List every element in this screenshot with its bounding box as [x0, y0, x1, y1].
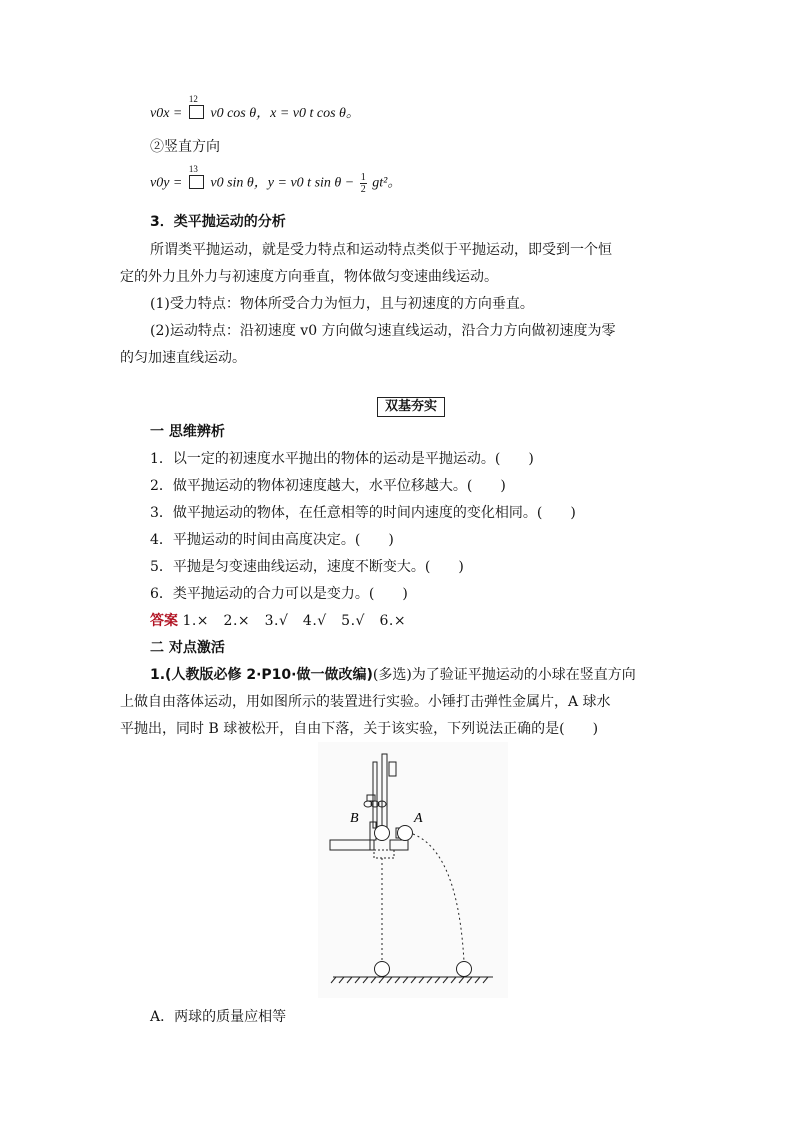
fill-blank-box: [188, 163, 204, 189]
formula-lhs: v0x =: [150, 106, 183, 121]
formula-tail: gt²。: [372, 175, 402, 191]
option-a: A．两球的质量应相等: [150, 1009, 287, 1025]
fill-blank-box: [188, 94, 204, 119]
question-1-line3: 平抛出，同时 B 球被松开，自由下落，关于该实验，下列说法正确的是( ): [120, 721, 599, 737]
ball-b-end: [375, 962, 390, 977]
answer-label: 答案: [150, 613, 178, 629]
judge-item-6: 6．类平抛运动的合力可以是变力。( ): [150, 586, 408, 602]
answer-line: [150, 611, 406, 631]
judge-item-5: 5．平抛是匀变速曲线运动，速度不断变大。( ): [150, 559, 464, 575]
part2-title: 二 对点激活: [150, 640, 225, 656]
section-3-item2-line1: (2)运动特点：沿初速度 v0 方向做匀速直线运动，沿合力方向做初速度为零: [150, 323, 616, 339]
judge-item-1: 1．以一定的初速度水平抛出的物体的运动是平抛运动。( ): [150, 451, 534, 467]
fraction: [360, 172, 367, 195]
formula-horizontal: [150, 94, 360, 124]
ball-a-end: [457, 962, 472, 977]
section-header-box: 双基夯实: [377, 397, 445, 417]
question-1-line1: [150, 665, 636, 685]
judge-item-2: 2．做平抛运动的物体初速度越大，水平位移越大。( ): [150, 478, 506, 494]
fraction-numerator: 1: [360, 172, 366, 183]
section-3-para-line2: 定的外力且外力与初速度方向垂直，物体做匀变速曲线运动。: [120, 269, 498, 285]
judge-item-3: 3．做平抛运动的物体，在任意相等的时间内速度的变化相同。( ): [150, 505, 576, 521]
ball-a-start: [398, 826, 413, 841]
blank-number: 12: [188, 94, 198, 104]
formula-rhs: v0 cos θ，x = v0 t cos θ。: [210, 106, 360, 121]
question-1-source: 1.(人教版必修 2·P10·做一做改编): [150, 667, 373, 683]
label-b: B: [350, 811, 359, 826]
part1-title: 一 思维辨析: [150, 424, 225, 440]
experiment-figure: [318, 742, 508, 998]
vertical-direction-label: ②竖直方向: [150, 139, 220, 155]
figure-background: [318, 742, 508, 998]
label-a: A: [414, 811, 423, 826]
formula-mid: v0 sin θ，y = v0 t sin θ −: [210, 175, 355, 191]
question-1-text: (多选)为了验证平抛运动的小球在竖直方向: [372, 667, 636, 683]
section-3-item1: (1)受力特点：物体所受合力为恒力，且与初速度的方向垂直。: [150, 296, 534, 312]
section-3-title: 3．类平抛运动的分析: [150, 214, 286, 230]
judge-item-4: 4．平抛运动的时间由高度决定。( ): [150, 532, 394, 548]
formula-vertical: [150, 163, 402, 195]
blank-number: 13: [188, 163, 198, 174]
ball-b-start: [375, 826, 390, 841]
fraction-denominator: 2: [360, 184, 366, 195]
answer-values: 1.× 2.× 3.√ 4.√ 5.√ 6.×: [182, 613, 407, 629]
section-3-item2-line2: 的匀加速直线运动。: [120, 350, 246, 366]
formula-lhs: v0y =: [150, 175, 183, 191]
section-3-para-line1: 所谓类平抛运动，就是受力特点和运动特点类似于平抛运动，即受到一个恒: [150, 242, 612, 258]
question-1-line2: 上做自由落体运动，用如图所示的装置进行实验。小锤打击弹性金属片，A 球水: [120, 694, 611, 710]
